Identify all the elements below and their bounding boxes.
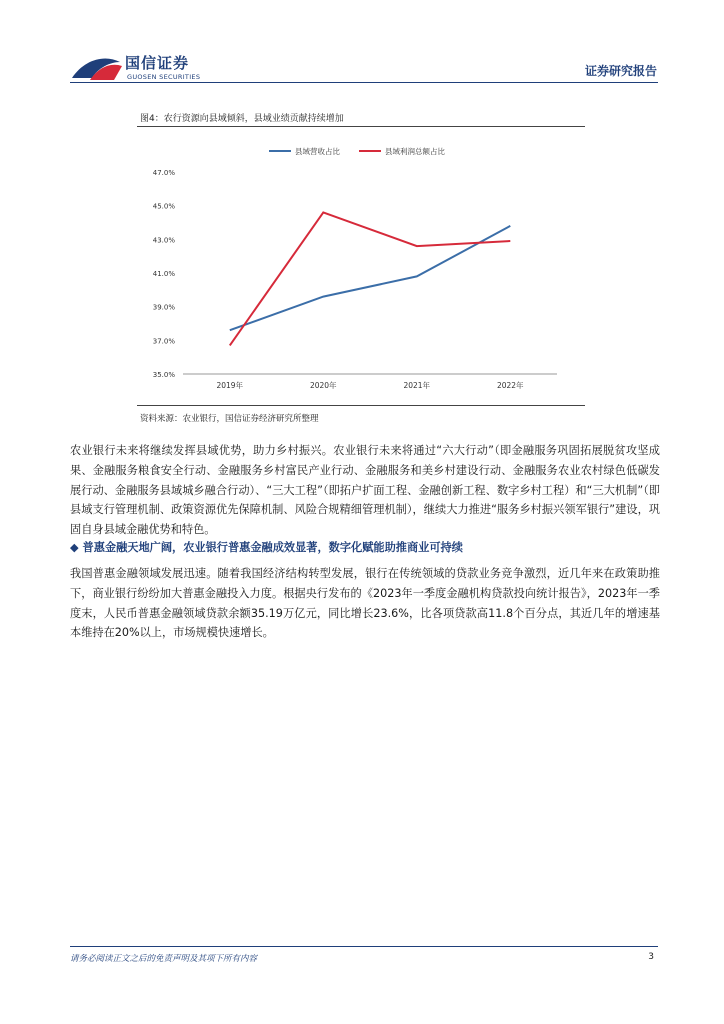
logo-text-cn: 国信证券 xyxy=(125,54,190,72)
page-number: 3 xyxy=(648,952,654,962)
section-bullet-heading xyxy=(70,539,463,555)
y-tick-label: 41.0% xyxy=(152,270,175,278)
series-line-2 xyxy=(230,212,511,345)
x-tick-label: 2021年 xyxy=(403,381,431,390)
x-tick-label: 2019年 xyxy=(216,381,244,390)
y-tick-label: 47.0% xyxy=(152,169,175,177)
x-tick-label: 2020年 xyxy=(309,381,337,390)
footer-divider xyxy=(70,946,658,947)
bullet-heading-text: 普惠金融天地广阔，农业银行普惠金融成效显著，数字化赋能助推商业可持续 xyxy=(82,541,463,554)
y-tick-label: 45.0% xyxy=(152,202,175,211)
chart-series xyxy=(230,212,511,345)
figure-top-rule xyxy=(137,126,585,127)
y-tick-label: 35.0% xyxy=(152,371,175,379)
figure-source: 资料来源：农业银行，国信证券经济研究所整理 xyxy=(140,414,319,424)
series-line-1 xyxy=(230,226,511,330)
x-tick-label: 2022年 xyxy=(496,381,524,390)
x-axis xyxy=(183,374,557,390)
y-tick-label: 39.0% xyxy=(152,303,175,312)
chart-legend xyxy=(269,146,445,156)
logo-text-en: GUOSEN SECURITIES xyxy=(127,73,201,81)
y-tick-label: 37.0% xyxy=(152,337,175,346)
line-chart xyxy=(137,134,585,404)
legend-label: 县域利润总额占比 xyxy=(385,147,445,156)
body-paragraph-1: 农业银行未来将继续发挥县域优势，助力乡村振兴。农业银行未来将通过“六大行动”（即金融服务巩固拓展脱贫攻坚成果、金融服务粮食安全行动、金融服务乡村富民产业行动、金融服务和美乡村建设行动、金融服务农业农村绿色低碳发展行动、金融服务县域城乡融合行动）、“三大工程”（即拓户扩面工程、金融创新工程、数字乡村工程）和“三大机制”（即县域支行管理机制、政策资源优先保障机制、风险合规精细管理机制），继续大力推进“服务乡村振兴领军银行”建设，巩固自身县域金融优势和特色。 xyxy=(70,444,660,537)
y-axis xyxy=(153,169,176,379)
y-tick-label: 43.0% xyxy=(152,236,175,245)
figure-bottom-rule xyxy=(137,405,585,406)
disclaimer-note: 请务必阅读正文之后的免责声明及其项下所有内容 xyxy=(70,954,258,964)
report-type-label: 证券研究报告 xyxy=(584,64,657,78)
diamond-bullet-icon: ◆ xyxy=(70,541,79,554)
figure-title: 图4：农行资源向县域倾斜，县域业绩贡献持续增加 xyxy=(140,114,344,124)
body-paragraph-2: 我国普惠金融领域发展迅速。随着我国经济结构转型发展，银行在传统领域的贷款业务竞争激烈，近几年来在政策助推下，商业银行纷纷加大普惠金融投入力度。根据央行发布的《2023年一季度金融机构贷款投向统计报告》，2023年一季度末，人民币普惠金融领域贷款余额35.19万亿元，同比增长23.6%，比各项贷款高11.8个百分点，其近几年的增速基本维持在20%以上，市场规模快速增长。 xyxy=(70,567,660,640)
header-divider xyxy=(70,82,658,83)
legend-label: 县域营收占比 xyxy=(295,147,340,156)
